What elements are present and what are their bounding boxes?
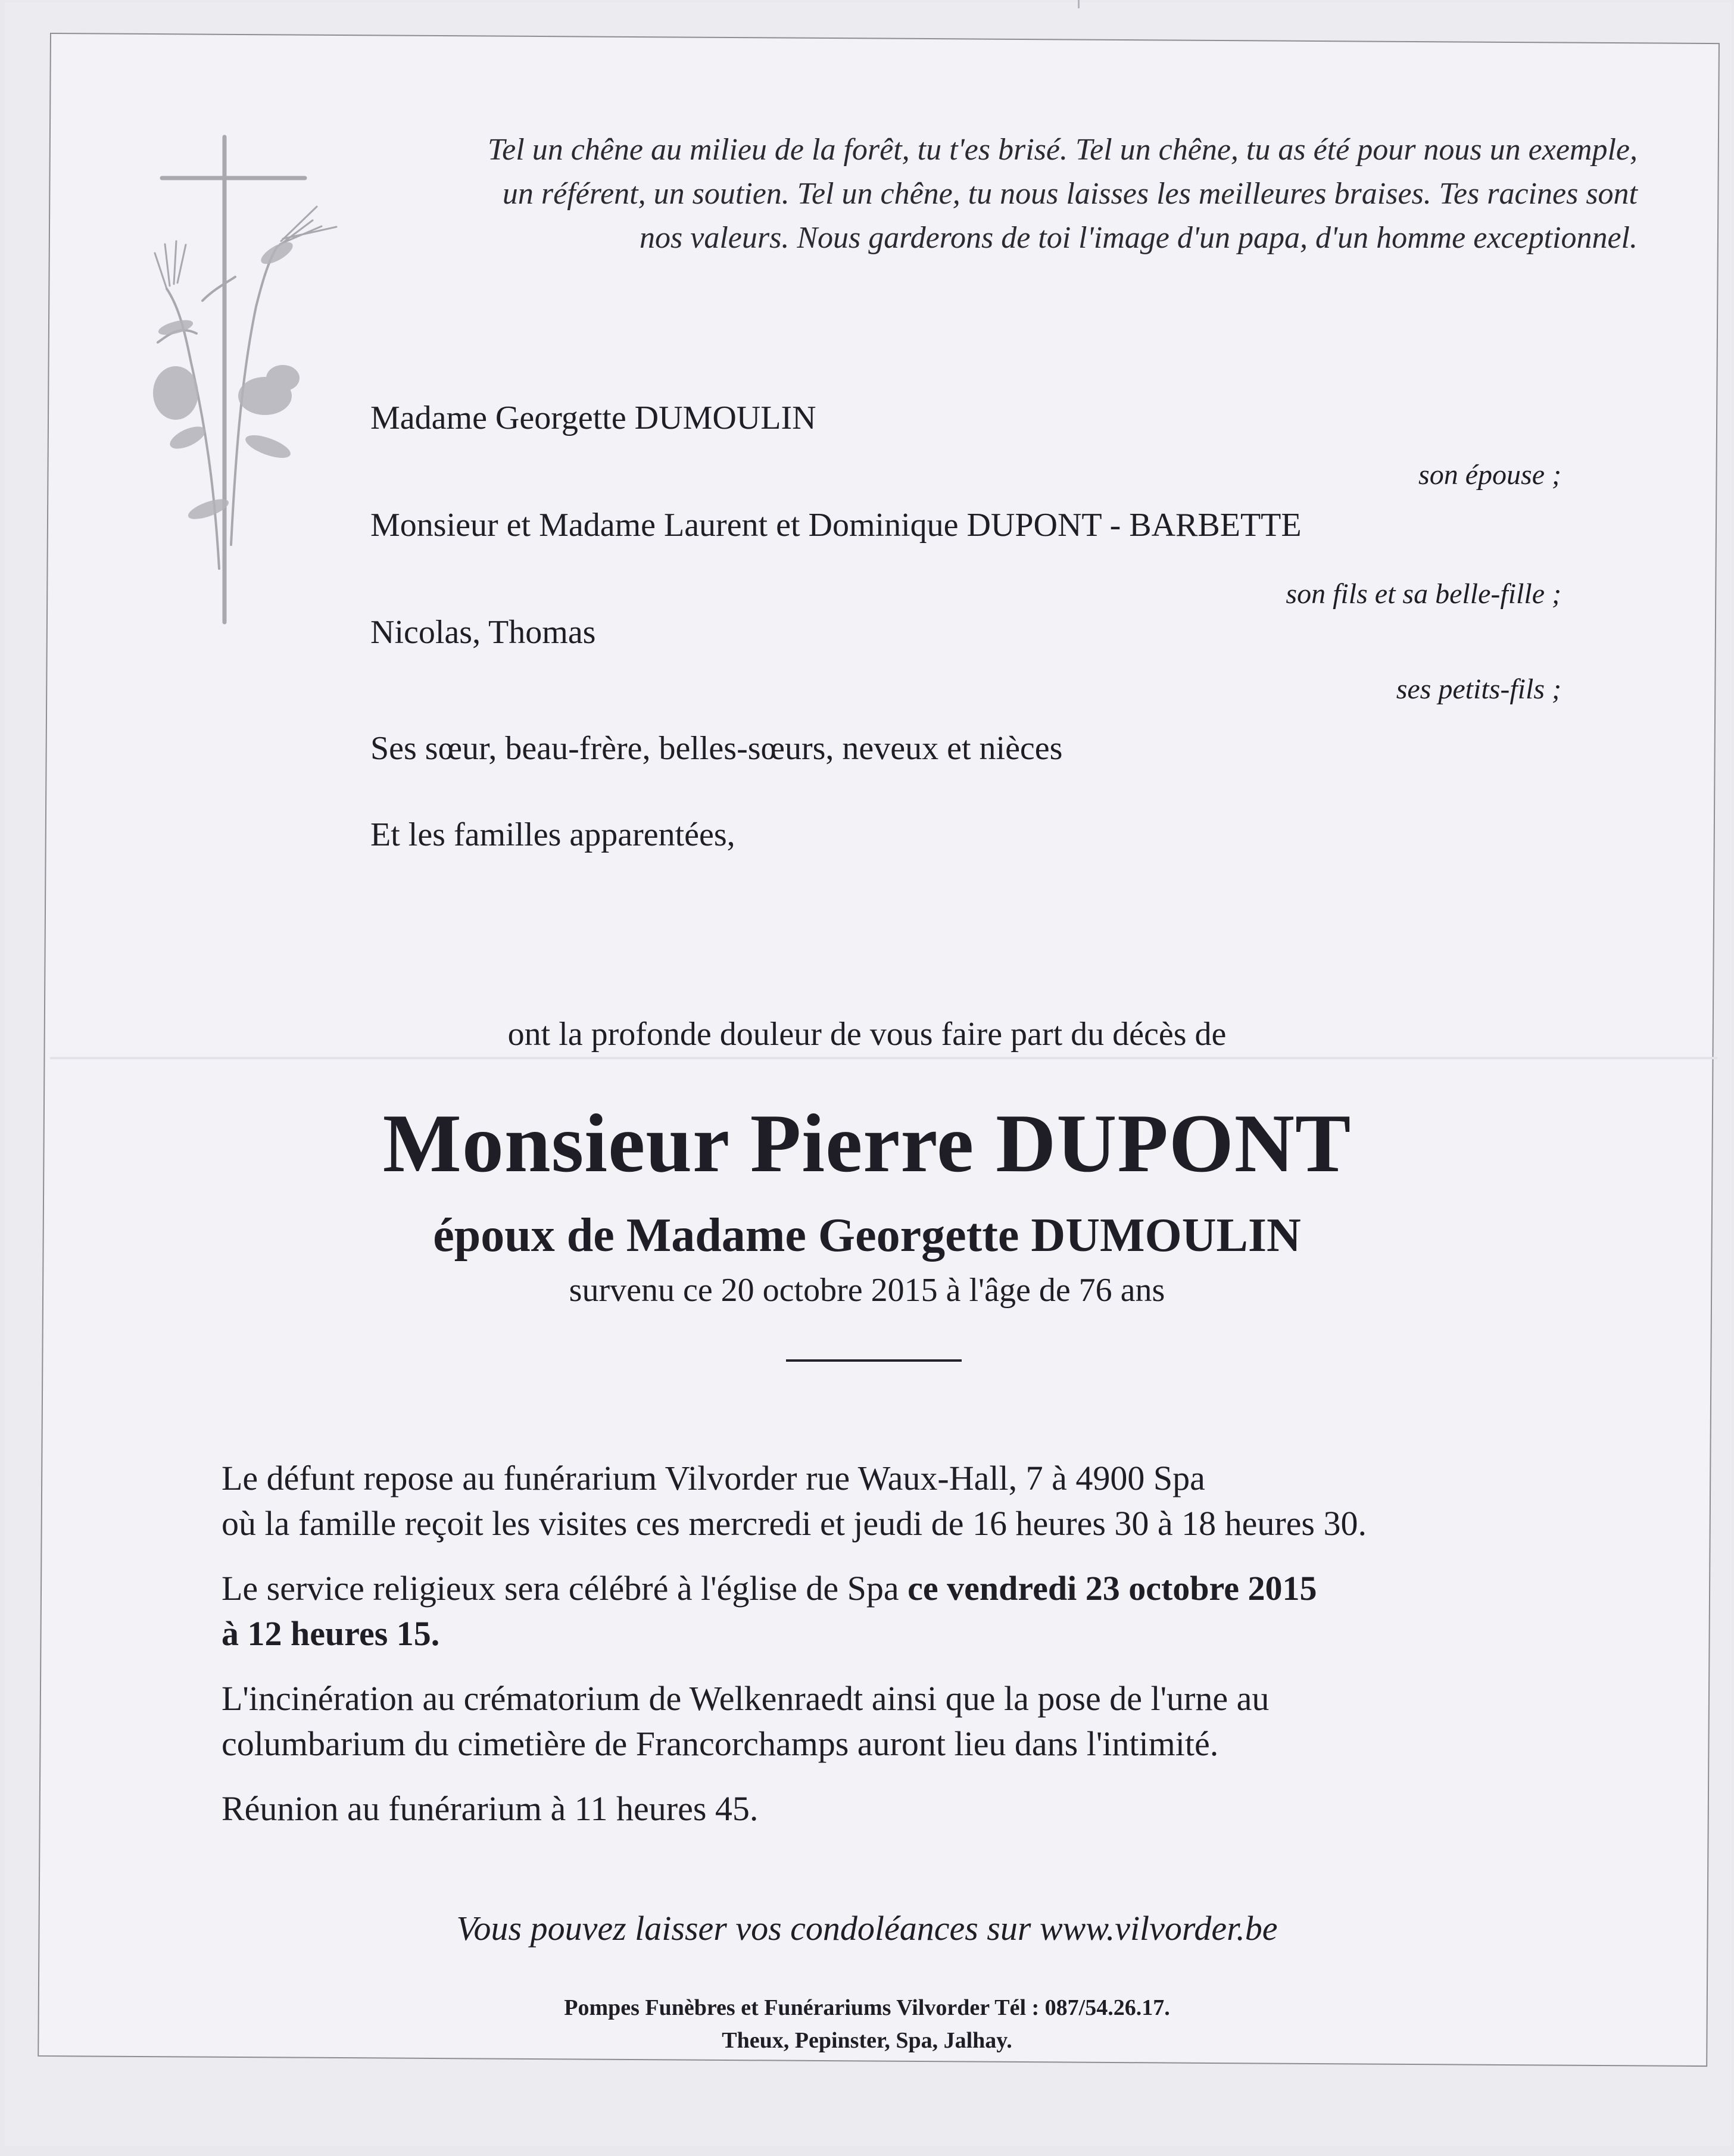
rest-line: Le défunt repose au funérarium Vilvorder rue Waux-Hall, 7 à 4900 Spa — [222, 1459, 1205, 1497]
service-paragraph — [222, 1566, 1591, 1656]
family-member-grandsons: Nicolas, Thomas — [370, 614, 596, 651]
family-relation-grandsons: ses petits-fils ; — [1396, 673, 1561, 705]
cremation-paragraph — [222, 1676, 1591, 1767]
deceased-name: Monsieur Pierre DUPONT — [382, 1097, 1352, 1190]
service-intro: Le service religieux sera célébré à l'église de Spa — [222, 1569, 908, 1608]
cremation-line: L'incinération au crématorium de Welkenraedt ainsi que la pose de l'urne au — [222, 1679, 1270, 1718]
fold-line — [50, 1057, 1717, 1059]
cremation-line: columbarium du cimetière de Francorchamps auront lieu dans l'intimité. — [222, 1724, 1219, 1763]
deceased-spouse: époux de Madame Georgette DUMOULIN — [433, 1209, 1301, 1262]
poem-line: Tel un chêne au milieu de la forêt, tu t'es brisé. Tel un chêne, tu as été pour nous un exemple, — [488, 133, 1638, 167]
meeting-paragraph: Réunion au funérarium à 11 heures 45. — [222, 1789, 759, 1828]
separator-rule — [786, 1359, 962, 1362]
funeral-details — [222, 1456, 1591, 1851]
service-time: à 12 heures 15. — [222, 1614, 440, 1653]
announcement-text: ont la profonde douleur de vous faire part du décès de — [507, 1016, 1227, 1053]
rest-line: où la famille reçoit les visites ces mercredi et jeudi de 16 heures 30 à 18 heures 30. — [222, 1504, 1367, 1543]
condolences-link[interactable]: Vous pouvez laisser vos condoléances sur www.vilvorder.be — [456, 1909, 1278, 1948]
funeral-home-contact: Pompes Funèbres et Funérariums Vilvorder Tél : 087/54.26.17. — [564, 1995, 1170, 2020]
family-member-son: Monsieur et Madame Laurent et Dominique DUPONT - BARBETTE — [370, 507, 1302, 544]
family-member-relatives: Et les familles apparentées, — [370, 816, 735, 853]
epigraph-poem — [429, 128, 1638, 260]
family-relation-son: son fils et sa belle-fille ; — [1286, 578, 1561, 610]
death-date-line: survenu ce 20 octobre 2015 à l'âge de 76 ans — [569, 1272, 1165, 1309]
poem-line: un référent, un soutien. Tel un chêne, tu nous laisses les meilleures braises. Tes racines sont — [502, 177, 1638, 211]
rest-paragraph — [222, 1456, 1591, 1546]
family-member-siblings: Ses sœur, beau-frère, belles-sœurs, neveux et nièces — [370, 730, 1063, 767]
poem-line: nos valeurs. Nous garderons de toi l'image d'un papa, d'un homme exceptionnel. — [640, 221, 1638, 255]
funeral-home-locations: Theux, Pepinster, Spa, Jalhay. — [722, 2028, 1012, 2053]
service-date: ce vendredi 23 octobre 2015 — [907, 1569, 1317, 1608]
cross-with-wheat-and-flowers-icon — [143, 128, 357, 634]
scan-speck — [1078, 0, 1080, 8]
family-member-spouse: Madame Georgette DUMOULIN — [370, 400, 816, 436]
family-relation-spouse: son épouse ; — [1418, 459, 1561, 491]
